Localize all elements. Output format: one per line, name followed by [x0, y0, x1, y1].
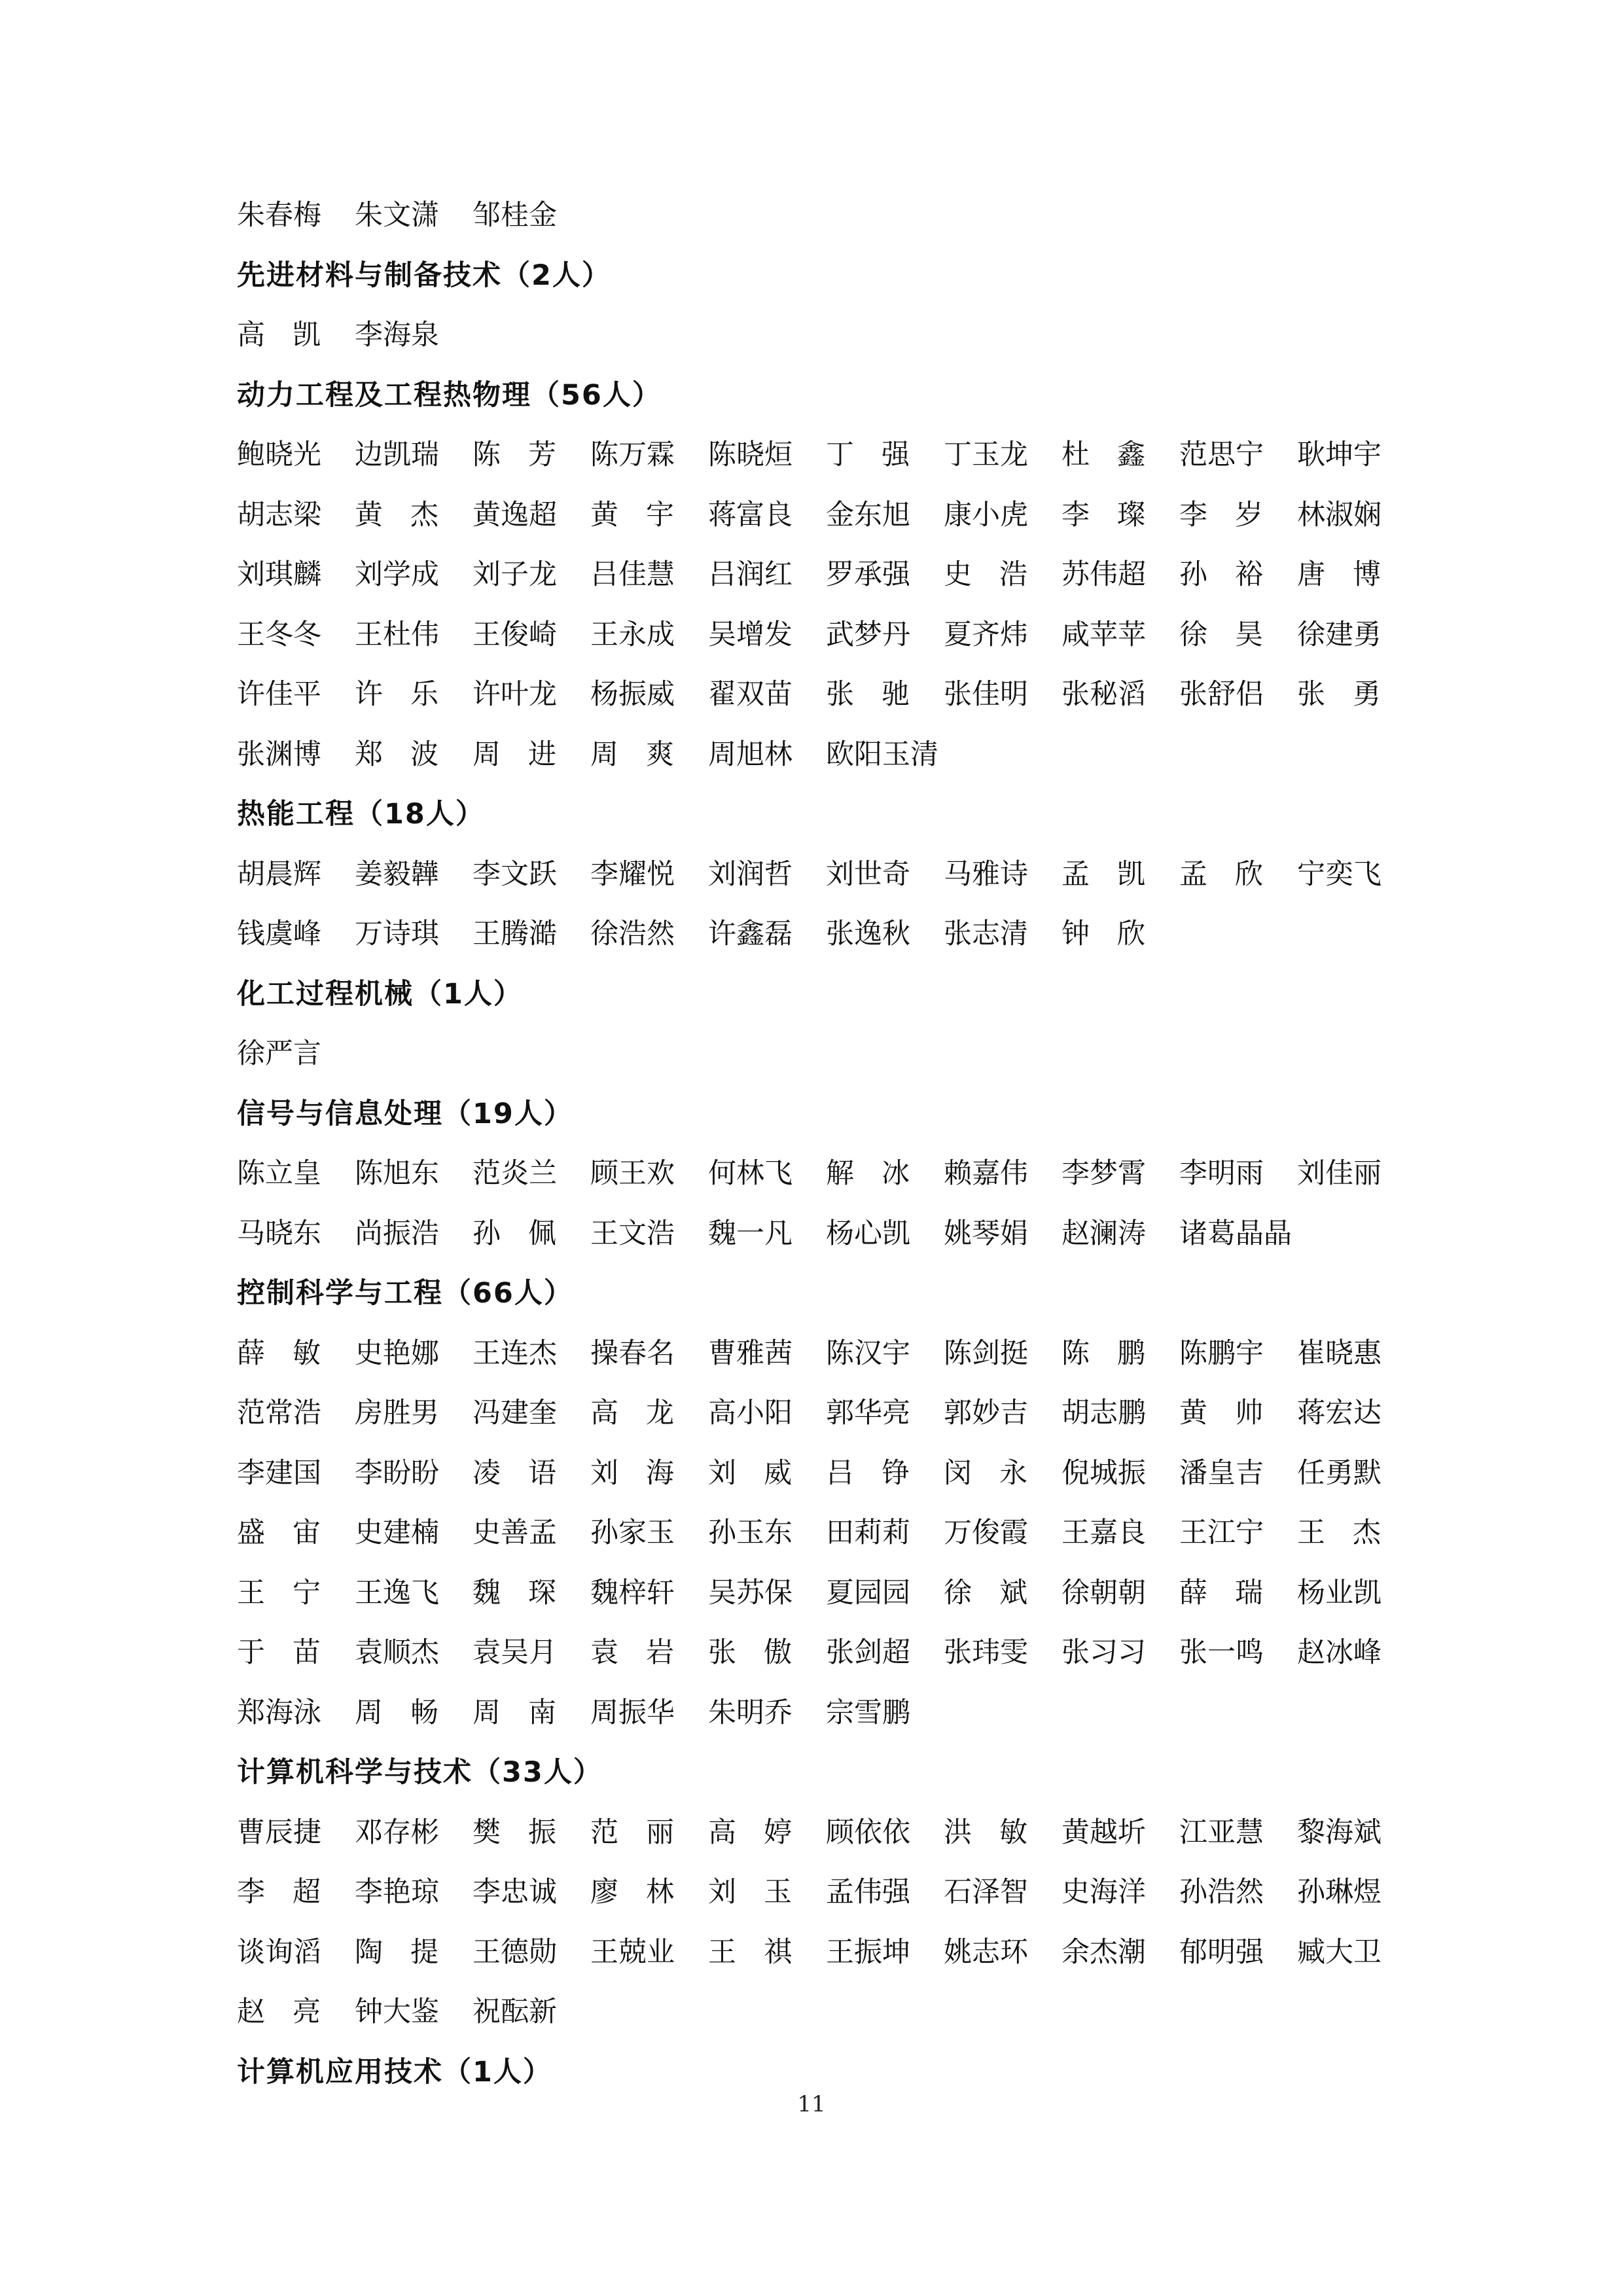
person-name: 张舒侣: [1179, 678, 1264, 711]
person-name: 周振华: [590, 1696, 675, 1729]
person-name: 徐严言: [237, 1037, 321, 1071]
section-heading: 计算机应用技术（1人）: [237, 2055, 552, 2089]
person-name: 臧大卫: [1297, 1935, 1382, 1969]
person-name: 操春名: [590, 1336, 675, 1370]
person-name: 诸葛晶晶: [1179, 1217, 1292, 1250]
person-name: 王杜伟: [355, 618, 439, 651]
person-name: 杜 鑫: [1061, 439, 1145, 472]
person-name: 吴苏保: [708, 1576, 793, 1609]
person-name: 刘佳丽: [1297, 1157, 1382, 1191]
person-name: 刘琪麟: [237, 558, 321, 592]
person-name: 袁吴月: [473, 1636, 557, 1670]
person-name: 王腾澔: [473, 918, 557, 951]
person-name: 张 驰: [826, 678, 910, 711]
person-name: 胡志鹏: [1061, 1397, 1146, 1430]
person-name: 崔晓惠: [1297, 1336, 1382, 1370]
person-name: 曹雅茜: [708, 1336, 793, 1370]
person-name: 高小阳: [708, 1397, 793, 1430]
person-name: 史艳娜: [355, 1336, 439, 1370]
person-name: 朱文潇: [355, 199, 439, 232]
person-name: 赵澜涛: [1061, 1217, 1146, 1250]
person-name: 杨振威: [590, 678, 675, 711]
person-name: 孙 佩: [473, 1217, 556, 1250]
person-name: 钟大鉴: [355, 1996, 439, 2029]
person-name: 刘子龙: [473, 558, 557, 592]
person-name: 朱春梅: [237, 199, 321, 232]
person-name: 江亚慧: [1179, 1816, 1264, 1849]
section: [237, 1740, 1415, 2040]
person-name: 欧阳玉清: [826, 738, 938, 771]
person-name: 王德勋: [473, 1935, 557, 1969]
person-name: 张渊博: [237, 738, 321, 771]
person-name: 宁奕飞: [1297, 857, 1382, 891]
person-name: 孟 凯: [1061, 857, 1145, 891]
person-name: 李耀悦: [590, 857, 675, 891]
person-name: 冯建奎: [473, 1397, 557, 1430]
person-name: 郭华亮: [826, 1397, 910, 1430]
person-name: 魏一凡: [708, 1217, 793, 1250]
person-name: 周 进: [473, 738, 556, 771]
person-name: 王嘉良: [1061, 1516, 1146, 1550]
person-name: 胡志梁: [237, 498, 321, 531]
person-name: 高 龙: [590, 1397, 674, 1430]
person-name: 黄 帅: [1179, 1397, 1263, 1430]
person-name: 陈剑挺: [944, 1336, 1028, 1370]
section-heading: 化工过程机械（1人）: [237, 977, 523, 1011]
person-name: 宗雪鹏: [826, 1696, 910, 1729]
person-name: 张逸秋: [826, 918, 910, 951]
person-name: 黄逸超: [473, 498, 557, 531]
name-list-content: [237, 183, 1415, 2100]
person-name: 鲍晓光: [237, 439, 321, 472]
person-name: 黄越圻: [1061, 1816, 1146, 1849]
person-name: 李文跃: [473, 857, 557, 891]
person-name: 张玮雯: [944, 1636, 1028, 1670]
person-name: 苏伟超: [1061, 558, 1146, 592]
person-name: 陈旭东: [355, 1157, 439, 1191]
person-name: 黎海斌: [1297, 1816, 1382, 1849]
person-name: 石泽智: [944, 1876, 1028, 1909]
person-name: 陈万霖: [590, 439, 675, 472]
person-name: 廖 林: [590, 1876, 674, 1909]
person-name: 杨心凯: [826, 1217, 910, 1250]
person-name: 王文浩: [590, 1217, 675, 1250]
person-name: 蒋宏达: [1297, 1397, 1382, 1430]
person-name: 姚琴娟: [944, 1217, 1028, 1250]
person-name: 姜毅韡: [355, 857, 439, 891]
section: [237, 1261, 1415, 1740]
person-name: 吕润红: [708, 558, 793, 592]
person-name: 李 超: [237, 1876, 321, 1909]
person-name: 咸苹苹: [1061, 618, 1146, 651]
person-name: 徐浩然: [590, 918, 675, 951]
person-name: 翟双苗: [708, 678, 793, 711]
person-name: 张习习: [1061, 1636, 1146, 1670]
person-name: 康小虎: [944, 498, 1028, 531]
person-name: 袁 岩: [590, 1636, 674, 1670]
person-name: 史建楠: [355, 1516, 439, 1550]
person-name: 许佳平: [237, 678, 321, 711]
person-name: 周 爽: [590, 738, 674, 771]
person-name: 祝酝新: [473, 1996, 557, 2029]
person-name: 夏齐炜: [944, 618, 1028, 651]
person-name: 田莉莉: [826, 1516, 910, 1550]
person-name: 邓存彬: [355, 1816, 439, 1849]
person-name: 张 傲: [708, 1636, 792, 1670]
person-name: 孙家玉: [590, 1516, 675, 1550]
person-name: 夏园园: [826, 1576, 910, 1609]
person-name: 武梦丹: [826, 618, 910, 651]
person-name: 孙浩然: [1179, 1876, 1264, 1909]
person-name: 许鑫磊: [708, 918, 793, 951]
section: [237, 183, 1415, 243]
person-name: 陈鹏宇: [1179, 1336, 1264, 1370]
person-name: 樊 振: [473, 1816, 556, 1849]
person-name: 李海泉: [355, 319, 439, 352]
name-grid: [237, 1141, 1415, 1261]
person-name: 边凯瑞: [355, 439, 439, 472]
person-name: 李明雨: [1179, 1157, 1264, 1191]
page-number: 11: [797, 2091, 826, 2117]
person-name: 李艳琼: [355, 1876, 439, 1909]
person-name: 陶 提: [355, 1935, 438, 1969]
person-name: 张秘滔: [1061, 678, 1146, 711]
name-grid: [237, 423, 1415, 782]
person-name: 袁顺杰: [355, 1636, 439, 1670]
person-name: 孟伟强: [826, 1876, 910, 1909]
person-name: 于 苗: [237, 1636, 321, 1670]
person-name: 薛 瑞: [1179, 1576, 1263, 1609]
person-name: 胡晨辉: [237, 857, 321, 891]
person-name: 徐 昊: [1179, 618, 1263, 651]
person-name: 周 南: [473, 1696, 556, 1729]
person-name: 吕佳慧: [590, 558, 675, 592]
person-name: 林淑娴: [1297, 498, 1382, 531]
person-name: 刘 海: [590, 1456, 674, 1490]
person-name: 朱明乔: [708, 1696, 793, 1729]
person-name: 徐朝朝: [1061, 1576, 1146, 1609]
person-name: 张一鸣: [1179, 1636, 1264, 1670]
person-name: 郑 波: [355, 738, 438, 771]
person-name: 黄 杰: [355, 498, 438, 531]
person-name: 范思宁: [1179, 439, 1264, 472]
person-name: 王逸飞: [355, 1576, 439, 1609]
person-name: 谈询滔: [237, 1935, 321, 1969]
person-name: 赵冰峰: [1297, 1636, 1382, 1670]
person-name: 洪 敏: [944, 1816, 1027, 1849]
person-name: 陈 鹏: [1061, 1336, 1145, 1370]
person-name: 刘世奇: [826, 857, 910, 891]
name-grid: [237, 1801, 1415, 2040]
section: [237, 782, 1415, 962]
section-heading: 计算机科学与技术（33人）: [237, 1756, 603, 1789]
name-grid: [237, 303, 1415, 363]
person-name: 王冬冬: [237, 618, 321, 651]
person-name: 史 浩: [944, 558, 1027, 592]
person-name: 史善孟: [473, 1516, 557, 1550]
person-name: 尚振浩: [355, 1217, 439, 1250]
person-name: 钟 欣: [1061, 918, 1145, 951]
person-name: 薛 敏: [237, 1336, 321, 1370]
person-name: 万诗琪: [355, 918, 439, 951]
person-name: 陈汉宇: [826, 1336, 910, 1370]
person-name: 吴增发: [708, 618, 793, 651]
section-heading: 控制科学与工程（66人）: [237, 1277, 573, 1310]
person-name: 孟 欣: [1179, 857, 1263, 891]
person-name: 陈立皇: [237, 1157, 321, 1191]
person-name: 张剑超: [826, 1636, 910, 1670]
person-name: 刘 玉: [708, 1876, 792, 1909]
person-name: 周旭林: [708, 738, 793, 771]
person-name: 陈 芳: [473, 439, 556, 472]
person-name: 金东旭: [826, 498, 910, 531]
section: [237, 1082, 1415, 1262]
person-name: 王 祺: [708, 1935, 792, 1969]
person-name: 王俊崎: [473, 618, 557, 651]
person-name: 王兢业: [590, 1935, 675, 1969]
person-name: 刘学成: [355, 558, 439, 592]
person-name: 吕 铮: [826, 1456, 910, 1490]
person-name: 马雅诗: [944, 857, 1028, 891]
person-name: 丁玉龙: [944, 439, 1028, 472]
person-name: 王永成: [590, 618, 675, 651]
person-name: 杨业凯: [1297, 1576, 1382, 1609]
person-name: 陈晓烜: [708, 439, 793, 472]
person-name: 张佳明: [944, 678, 1028, 711]
person-name: 李盼盼: [355, 1456, 439, 1490]
person-name: 徐建勇: [1297, 618, 1382, 651]
person-name: 李 璨: [1061, 498, 1145, 531]
person-name: 余杰潮: [1061, 1935, 1146, 1969]
person-name: 解 冰: [826, 1157, 910, 1191]
name-grid: [237, 183, 1415, 243]
person-name: 周 畅: [355, 1696, 438, 1729]
person-name: 李建国: [237, 1456, 321, 1490]
person-name: 丁 强: [826, 439, 910, 472]
person-name: 李 岁: [1179, 498, 1263, 531]
person-name: 赖嘉伟: [944, 1157, 1028, 1191]
person-name: 马晓东: [237, 1217, 321, 1250]
person-name: 唐 博: [1297, 558, 1381, 592]
person-name: 范炎兰: [473, 1157, 557, 1191]
person-name: 凌 语: [473, 1456, 556, 1490]
person-name: 王江宁: [1179, 1516, 1264, 1550]
person-name: 邹桂金: [473, 199, 557, 232]
person-name: 郁明强: [1179, 1935, 1264, 1969]
section: [237, 363, 1415, 783]
person-name: 李梦霄: [1061, 1157, 1146, 1191]
person-name: 孙玉东: [708, 1516, 793, 1550]
person-name: 万俊霞: [944, 1516, 1028, 1550]
person-name: 潘皇吉: [1179, 1456, 1264, 1490]
section: [237, 243, 1415, 363]
person-name: 罗承强: [826, 558, 910, 592]
person-name: 张志清: [944, 918, 1028, 951]
section-heading: 热能工程（18人）: [237, 798, 485, 831]
person-name: 闵 永: [944, 1456, 1027, 1490]
person-name: 王 宁: [237, 1576, 321, 1609]
person-name: 孙琳煜: [1297, 1876, 1382, 1909]
person-name: 姚志环: [944, 1935, 1028, 1969]
person-name: 刘 威: [708, 1456, 792, 1490]
section-heading: 先进材料与制备技术（2人）: [237, 259, 611, 292]
person-name: 盛 宙: [237, 1516, 321, 1550]
section: [237, 962, 1415, 1082]
person-name: 高 婷: [708, 1816, 792, 1849]
person-name: 郭妙吉: [944, 1397, 1028, 1430]
person-name: 蒋富良: [708, 498, 793, 531]
person-name: 赵 亮: [237, 1996, 321, 2029]
person-name: 范 丽: [590, 1816, 674, 1849]
person-name: 曹辰捷: [237, 1816, 321, 1849]
person-name: 王振坤: [826, 1935, 910, 1969]
name-grid: [237, 1022, 1415, 1082]
person-name: 许 乐: [355, 678, 438, 711]
person-name: 耿坤宇: [1297, 439, 1382, 472]
person-name: 高 凯: [237, 319, 321, 352]
person-name: 房胜男: [355, 1397, 439, 1430]
person-name: 钱虞峰: [237, 918, 321, 951]
person-name: 史海洋: [1061, 1876, 1146, 1909]
person-name: 何林飞: [708, 1157, 793, 1191]
person-name: 王连杰: [473, 1336, 557, 1370]
person-name: 王 杰: [1297, 1516, 1381, 1550]
person-name: 徐 斌: [944, 1576, 1027, 1609]
section-heading: 信号与信息处理（19人）: [237, 1097, 573, 1130]
person-name: 黄 宇: [590, 498, 674, 531]
name-grid: [237, 1321, 1415, 1741]
person-name: 刘润哲: [708, 857, 793, 891]
person-name: 顾依依: [826, 1816, 910, 1849]
name-grid: [237, 842, 1415, 962]
person-name: 倪城振: [1061, 1456, 1146, 1490]
person-name: 任勇默: [1297, 1456, 1382, 1490]
person-name: 范常浩: [237, 1397, 321, 1430]
person-name: 孙 裕: [1179, 558, 1263, 592]
person-name: 李忠诚: [473, 1876, 557, 1909]
person-name: 魏梓轩: [590, 1576, 675, 1609]
person-name: 许叶龙: [473, 678, 557, 711]
section-heading: 动力工程及工程热物理（56人）: [237, 378, 662, 412]
person-name: 郑海泳: [237, 1696, 321, 1729]
person-name: 顾王欢: [590, 1157, 675, 1191]
person-name: 魏 琛: [473, 1576, 556, 1609]
person-name: 张 勇: [1297, 678, 1381, 711]
